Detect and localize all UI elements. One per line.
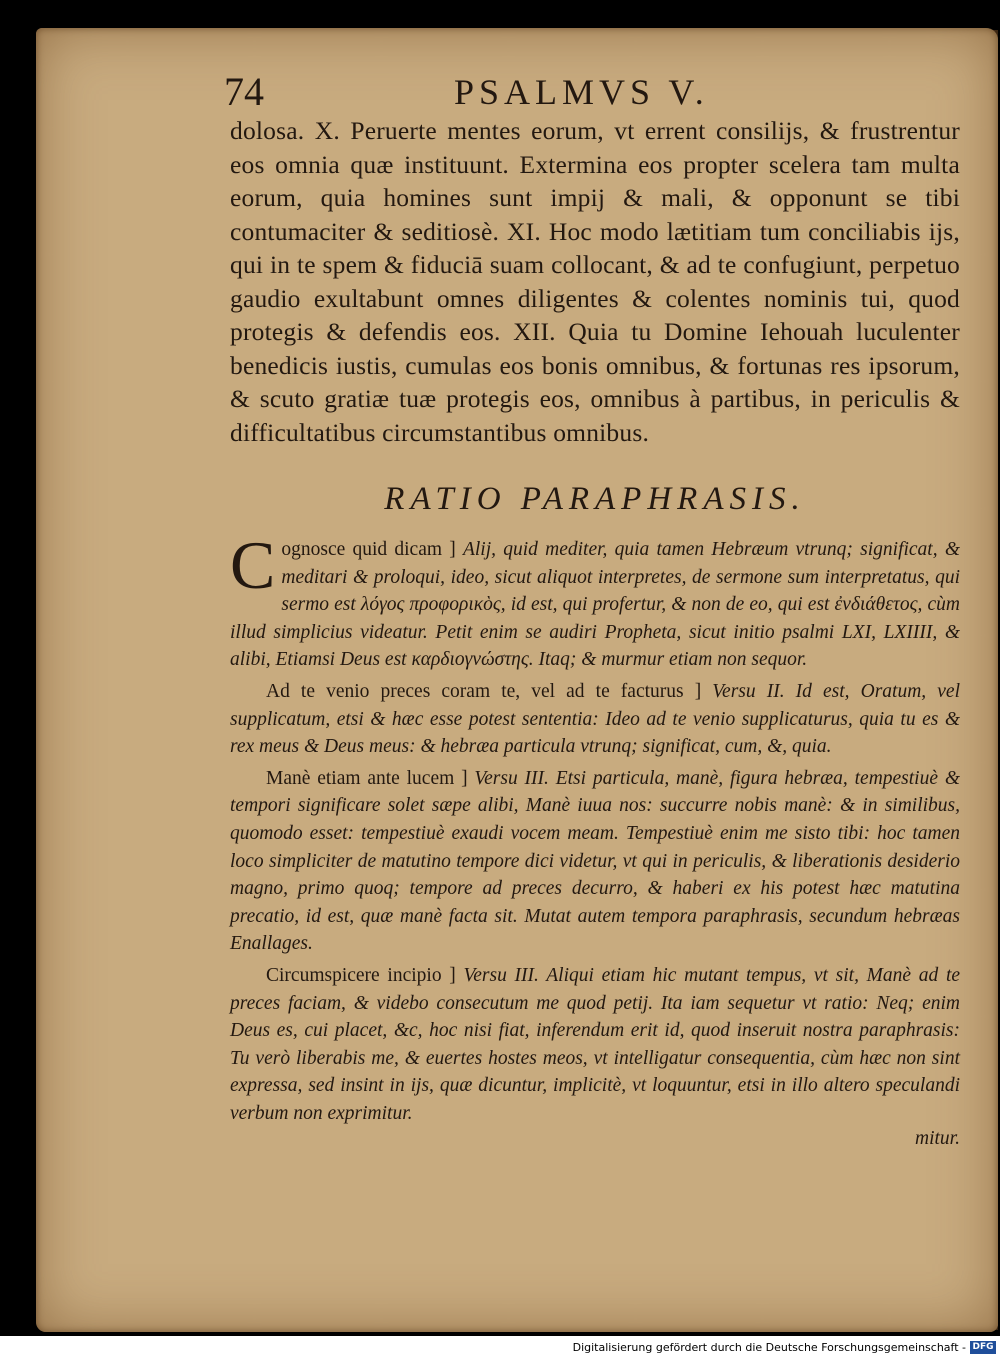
section-title: RATIO PARAPHRASIS. [384, 481, 806, 517]
commentary-note [230, 765, 960, 958]
note-gloss: Versu III. Aliqui etiam hic mutant tempus, vt sit, Manè ad te preces faciam, & videbo consecutum me quod petij. Ita iam sequetur vt ratio: Neq; enim Deus es, cui placet, &c, hoc nisi fiat, inferendum erit id, quod inseruit nostra paraphrasis: Tu verò liberabis me, & euertes hostes meos, vt intelligatur consequentia, cùm hæc non sint expressa, sed insint in ijs, quæ dicuntur, implicitè, vt loquuntur, etsi in illo altero speculandi verbum non exprimitur. [230, 964, 961, 1124]
main-paragraph: dolosa. X. Peruerte mentes eorum, vt errent consilijs, & frustrentur eos omnia quæ instituunt. Extermina eos propter scelera tam multa eorum, quia homines sunt impij & mali, & opponunt se tibi contumaciter & seditiosè. XI. Hoc modo lætitiam tum conciliabis ijs, qui in te spem & fiduciā suam collocant, & ad te confugiunt, perpetuo gaudio exultabunt omnes diligentes & colentes nominis tui, quod protegis & defendis eos. XII. Quia tu Domine Iehouah luculenter benedicis iustis, cumulas eos bonis omnibus, & fortunas res ipsorum, & scuto gratiæ tuæ protegis eos, omnibus à partibus, in periculis & difficultatibus circumstantibus omnibus. [230, 116, 960, 447]
commentary-notes [230, 527, 961, 1151]
note-gloss: Versu II. Id est, Oratum, vel supplicatum, etsi & hæc esse potest sententia: Ideo ad te venio supplicaturus, quia tu es & rex meus & Deus meus: & hebræa particula vtrunq; significat, cum, &, quia. [230, 680, 960, 758]
digitization-footer [0, 1336, 1000, 1360]
running-title: PSALMVS V. [454, 72, 709, 112]
note-lemma: Ad te venio preces coram te, vel ad te facturus ] [266, 680, 702, 702]
commentary-note [230, 527, 960, 674]
note-lemma: Manè etiam ante lucem ] [266, 767, 468, 789]
catchword: mitur. [915, 1128, 960, 1150]
psalm-paraphrase-text [230, 114, 960, 449]
dfg-logo-icon: DFG [970, 1341, 996, 1354]
page-header [224, 69, 960, 114]
drop-cap: C [230, 527, 276, 603]
footer-credit: Digitalisierung gefördert durch die Deutsche Forschungsgemeinschaft - [572, 1341, 966, 1354]
note-gloss: Versu III. Etsi particula, manè, figura hebræa, tempestiuè & tempori significare solet sæpe alibi, Manè iuua nos: succurre nobis manè: & in similibus, quomodo esset: tempestiuè exaudi vocem meam. Tempestiuè enim me sisto tibi: hoc tamen loco simpliciter de matutino tempore dici videtur, vt qui in periculis, & liberationis desiderio magno, primo quoq; tempore ad preces decurro, & haberi ex his potest hæc matutina precatio, id est, quæ manè facta sit. Mutat autem tempora paraphrasis, secundum hebræas Enallages. [230, 767, 960, 955]
page-text-block [224, 69, 961, 1151]
page-number: 74 [224, 69, 264, 114]
commentary-note [230, 962, 960, 1128]
note-lemma: Circumspicere incipio ] [266, 964, 456, 986]
note-lemma: ognosce quid dicam ] [281, 539, 456, 560]
commentary-note [230, 678, 960, 761]
note-gloss: Alij, quid mediter, quia tamen Hebræum vtrunq; significat, & meditari & proloqui, ideo, sicut aliquot interpretes, de sermone sum interpretatus, qui sermo est λόγος προφορικὸς, id est, qui profertur, & non de eo, qui est ἐνδιάθετος, cùm illud simplicius videatur. Petit enim se audiri Propheta, sicut initio psalmi LXI, LXIIII, & alibi, Etiamsi Deus est καρδιογνώστης. Itaq; & murmur etiam non sequor. [230, 539, 960, 671]
